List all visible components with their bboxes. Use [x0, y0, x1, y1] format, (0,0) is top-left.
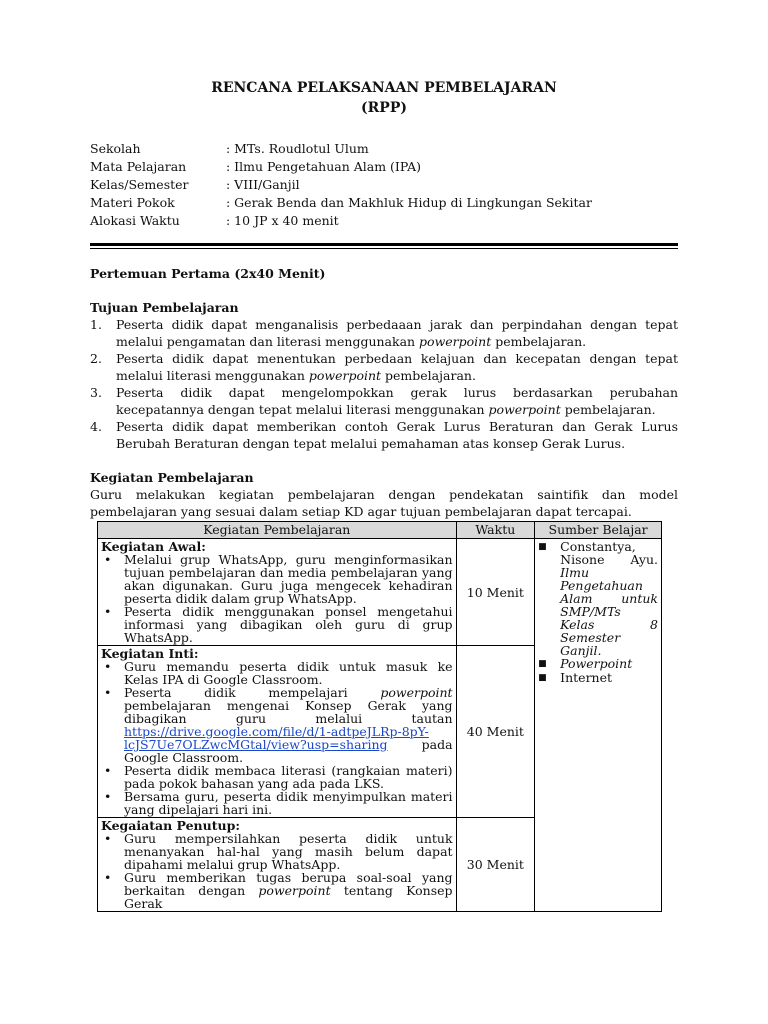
title-line-1: RENCANA PELAKSANAAN PEMBELAJARAN: [211, 80, 557, 96]
meta-value: : Ilmu Pengetahuan Alam (IPA): [226, 159, 422, 174]
header-sources: Sumber Belajar: [535, 522, 662, 539]
goals-list: [90, 316, 678, 452]
header-activities: Kegiatan Pembelajaran: [98, 522, 457, 539]
goal-item: [90, 384, 678, 418]
activities-intro: Guru melakukan kegiatan pembelajaran dengan pendekatan saintifik dan model pembelajaran yang sesuai dalam setiap KD agar tujuan pembelajaran dapat tercapai.: [90, 487, 678, 519]
time-penutup: 30 Menit: [456, 818, 535, 912]
meta-value: : MTs. Roudlotul Ulum: [226, 141, 369, 156]
meta-value: : VIII/Ganjil: [226, 177, 300, 192]
goal-number: 3.: [90, 385, 102, 400]
rpp-document: [90, 78, 678, 912]
bullet-list: [101, 553, 453, 644]
list-item: • Guru memandu peserta didik untuk masuk ke Kelas IPA di Google Classroom.: [104, 659, 453, 687]
header-time: Waktu: [456, 522, 535, 539]
identity-block: [90, 140, 678, 230]
list-item: • Guru memberikan tugas berupa soal-soal yang berkaitan dengan powerpoint tentang Konsep Gerak: [104, 870, 453, 911]
meta-row-school: [90, 140, 678, 158]
cell-awal: [98, 539, 457, 646]
meta-row-subject: [90, 158, 678, 176]
table-header-row: [98, 522, 662, 539]
double-rule-top: [90, 243, 678, 246]
meta-row-topic: [90, 194, 678, 212]
goals-heading: Tujuan Pembelajaran: [90, 300, 239, 315]
source-item: ■ Powerpoint: [538, 657, 658, 671]
meeting-title: Pertemuan Pertama (2x40 Menit): [90, 266, 326, 281]
source-internet: Internet: [560, 670, 613, 685]
source-powerpoint: Powerpoint: [560, 656, 633, 671]
goal-number: 1.: [90, 317, 102, 332]
bullet-list: [101, 660, 453, 816]
goal-number: 4.: [90, 419, 102, 434]
goal-text: Peserta didik dapat menganalisis perbedaaan jarak dan perpindahan dengan tepat melalui pengamatan dan literasi menggunakan powerpoint pembelajaran.: [116, 317, 678, 349]
goal-text: Peserta didik dapat mengelompokkan gerak lurus berdasarkan perubahan kecepatannya dengan tepat melalui literasi menggunakan powerpoint pembelajaran.: [116, 385, 678, 417]
list-item: • Peserta didik menggunakan ponsel mengetahui informasi yang dibagikan oleh guru di grup WhatsApp.: [104, 604, 453, 645]
meta-value: : 10 JP x 40 menit: [226, 213, 339, 228]
activities-table: [97, 521, 662, 912]
meta-key: Mata Pelajaran: [90, 159, 187, 174]
section-title: Kegiatan Inti:: [101, 646, 199, 661]
meta-key: Alokasi Waktu: [90, 213, 180, 228]
activities-heading: Kegiatan Pembelajaran: [90, 470, 254, 485]
double-rule-bottom: [90, 248, 678, 249]
meta-key: Materi Pokok: [90, 195, 175, 210]
goal-item: [90, 316, 678, 350]
meta-key: Sekolah: [90, 141, 141, 156]
list-item: • Guru mempersilahkan peserta didik untuk menanyakan hal-hal yang masih belum dapat dipahami melalui grup WhatsApp.: [104, 831, 453, 872]
document-title: [90, 78, 678, 118]
meta-row-time: [90, 212, 678, 230]
sources-list: [538, 540, 658, 685]
source-book: Constantya, Nisone Ayu. Ilmu Pengetahuan Alam untuk SMP/MTs Kelas 8 Semester Ganjil.: [560, 539, 658, 658]
section-title: Kegiatan Awal:: [101, 539, 206, 554]
title-line-2: (RPP): [361, 100, 407, 116]
meta-value: : Gerak Benda dan Makhluk Hidup di Lingkungan Sekitar: [226, 195, 592, 210]
goal-item: [90, 418, 678, 452]
list-item: • Peserta didik mempelajari powerpoint pembelajaran mengenai Konsep Gerak yang dibagikan guru melalui tautan https://drive.google.com/file/d/1-adtpeJLRp-8pY-lcJS7Ue7OLZwcMGtal/view?usp=sharing pada Google Classroom.: [104, 685, 453, 765]
cell-penutup: [98, 818, 457, 912]
list-item: • Peserta didik membaca literasi (rangkaian materi) pada pokok bahasan yang ada pada LKS.: [104, 763, 453, 791]
source-item: ■ Constantya, Nisone Ayu. Ilmu Pengetahuan Alam untuk SMP/MTs Kelas 8 Semester Ganjil.: [538, 539, 658, 658]
goal-text: Peserta didik dapat menentukan perbedaan kelajuan dan kecepatan dengan tepat melalui literasi menggunakan powerpoint pembelajaran.: [116, 351, 678, 383]
table-row-awal: [98, 539, 662, 646]
list-item: • Bersama guru, peserta didik menyimpulkan materi yang dipelajari hari ini.: [104, 789, 453, 817]
drive-link[interactable]: https://drive.google.com/file/d/1-adtpeJLRp-8pY-lcJS7Ue7OLZwcMGtal/view?usp=sharing: [124, 724, 429, 752]
goal-number: 2.: [90, 351, 102, 366]
time-awal: 10 Menit: [456, 539, 535, 646]
time-inti: 40 Menit: [456, 646, 535, 818]
cell-sources: [535, 539, 662, 912]
bullet-list: [101, 832, 453, 910]
cell-inti: [98, 646, 457, 818]
goal-text: Peserta didik dapat memberikan contoh Gerak Lurus Beraturan dan Gerak Lurus Berubah Beraturan dengan tepat melalui pemahaman atas konsep Gerak Lurus.: [116, 419, 678, 451]
meta-row-class: [90, 176, 678, 194]
goal-item: [90, 350, 678, 384]
section-title: Kegaiatan Penutup:: [101, 818, 240, 833]
source-item: ■ Internet: [538, 671, 658, 685]
list-item: • Melalui grup WhatsApp, guru menginformasikan tujuan pembelajaran dan media pembelajaran yang akan digunakan. Guru juga mengecek kehadiran peserta didik dalam grup WhatsApp.: [104, 552, 453, 606]
meta-key: Kelas/Semester: [90, 177, 189, 192]
